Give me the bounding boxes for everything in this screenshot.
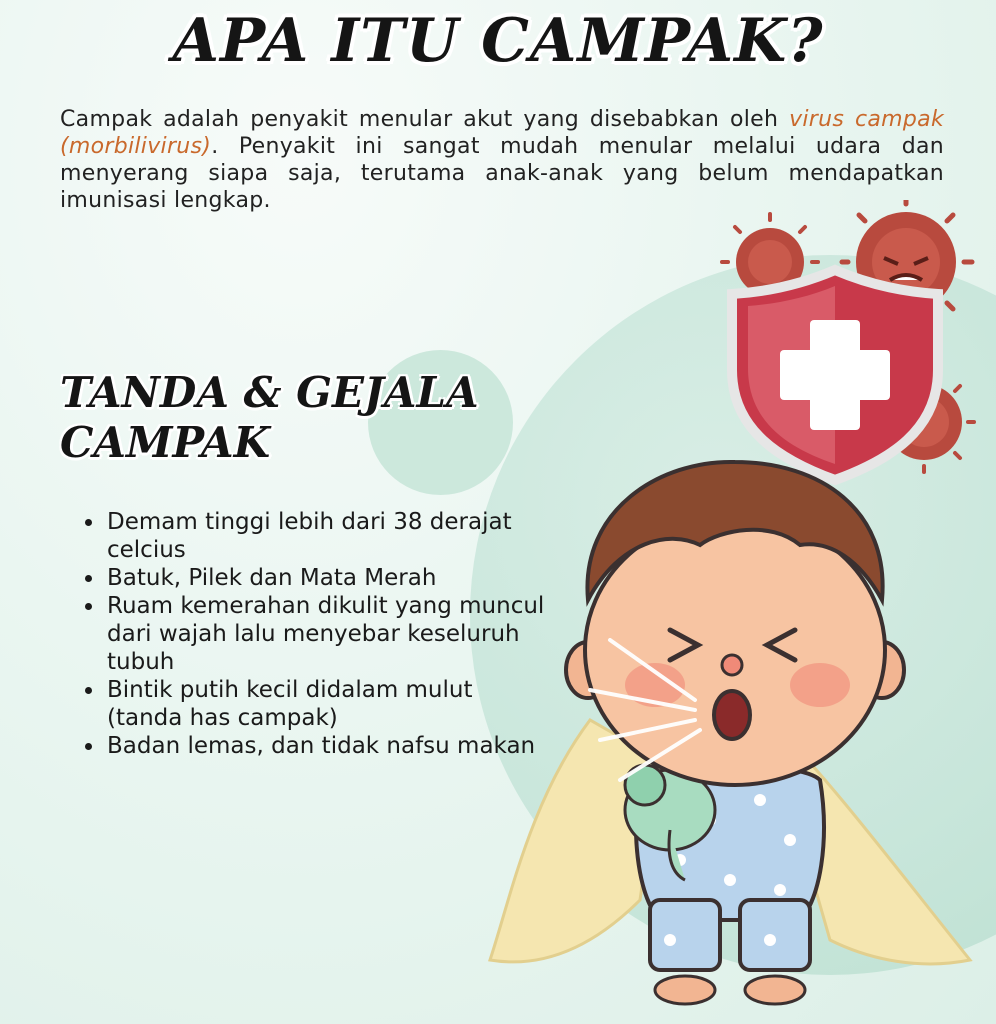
intro-highlight: virus campak (morbilivirus): [60, 107, 944, 159]
symptoms-title: [60, 368, 520, 468]
intro-paragraph: [60, 106, 944, 214]
page-title: APA ITU CAMPAK?: [172, 6, 824, 76]
symptom-item: • Demam tinggi lebih dari 38 derajat celcius: [105, 508, 545, 564]
symptoms-title-line2: CAMPAK: [60, 418, 271, 467]
symptom-item: • Ruam kemerahan dikulit yang muncul dari wajah lalu menyebar keseluruh tubuh: [105, 592, 545, 676]
intro-text-start: Campak adalah penyakit menular akut yang disebabkan oleh: [60, 107, 790, 132]
intro-text-end: . Penyakit ini sangat mudah menular melalui udara dan menyerang siapa saja, terutama anak-anak yang belum mendapatkan imunisasi lengkap.: [60, 134, 944, 213]
symptom-item: • Badan lemas, dan tidak nafsu makan: [105, 732, 545, 760]
symptom-item: • Bintik putih kecil didalam mulut (tanda has campak): [105, 676, 545, 732]
symptoms-title-line1: TANDA & GEJALA: [60, 368, 479, 417]
boy-head: [566, 462, 904, 785]
symptom-item: • Batuk, Pilek dan Mata Merah: [105, 564, 545, 592]
sick-boy-illustration: [470, 200, 996, 1024]
